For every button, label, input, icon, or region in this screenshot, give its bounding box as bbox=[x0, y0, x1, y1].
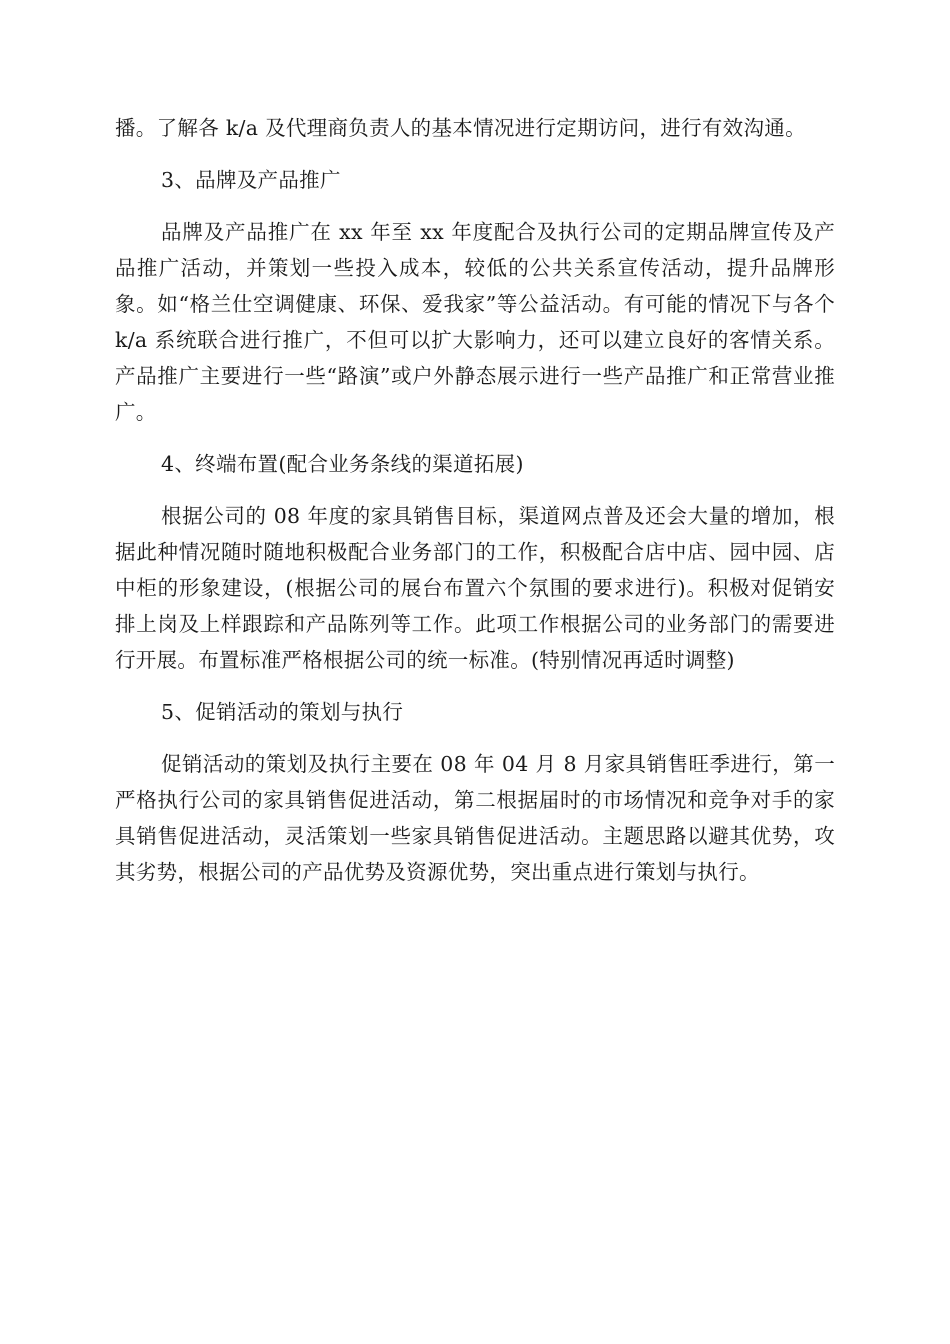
document-body bbox=[115, 110, 835, 906]
section-4-heading: 4、终端布置(配合业务条线的渠道拓展) bbox=[161, 452, 524, 476]
section-5-paragraph: 促销活动的策划及执行主要在 08 年 04 月 8 月家具销售旺季进行，第一严格执行公司的家具销售促进活动，第二根据届时的市场情况和竞争对手的家具销售促进活动，灵活策划一些家具销售促进活动。主题思路以避其优势，攻其劣势，根据公司的产品优势及资源优势，突出重点进行策划与执行。 bbox=[115, 752, 835, 884]
section-4-paragraph: 根据公司的 08 年度的家具销售目标，渠道网点普及还会大量的增加，根据此种情况随时随地积极配合业务部门的工作，积极配合店中店、园中园、店中柜的形象建设，(根据公司的展台布置六个氛围的要求进行)。积极对促销安排上岗及上样跟踪和产品陈列等工作。此项工作根据公司的业务部门的需要进行开展。布置标准严格根据公司的统一标准。(特别情况再适时调整) bbox=[115, 504, 835, 672]
section-3-heading: 3、品牌及产品推广 bbox=[161, 168, 341, 192]
section-5-heading: 5、促销活动的策划与执行 bbox=[161, 700, 404, 724]
section-3-paragraph: 品牌及产品推广在 xx 年至 xx 年度配合及执行公司的定期品牌宣传及产品推广活动，并策划一些投入成本，较低的公共关系宣传活动，提升品牌形象。如“格兰仕空调健康、环保、爱我家”等公益活动。有可能的情况下与各个 k/a 系统联合进行推广，不但可以扩大影响力，还可以建立良好的客情关系。产品推广主要进行一些“路演”或户外静态展示进行一些产品推广和正常营业推广。 bbox=[115, 220, 835, 424]
intro-paragraph: 播。了解各 k/a 及代理商负责人的基本情况进行定期访问，进行有效沟通。 bbox=[115, 116, 806, 140]
